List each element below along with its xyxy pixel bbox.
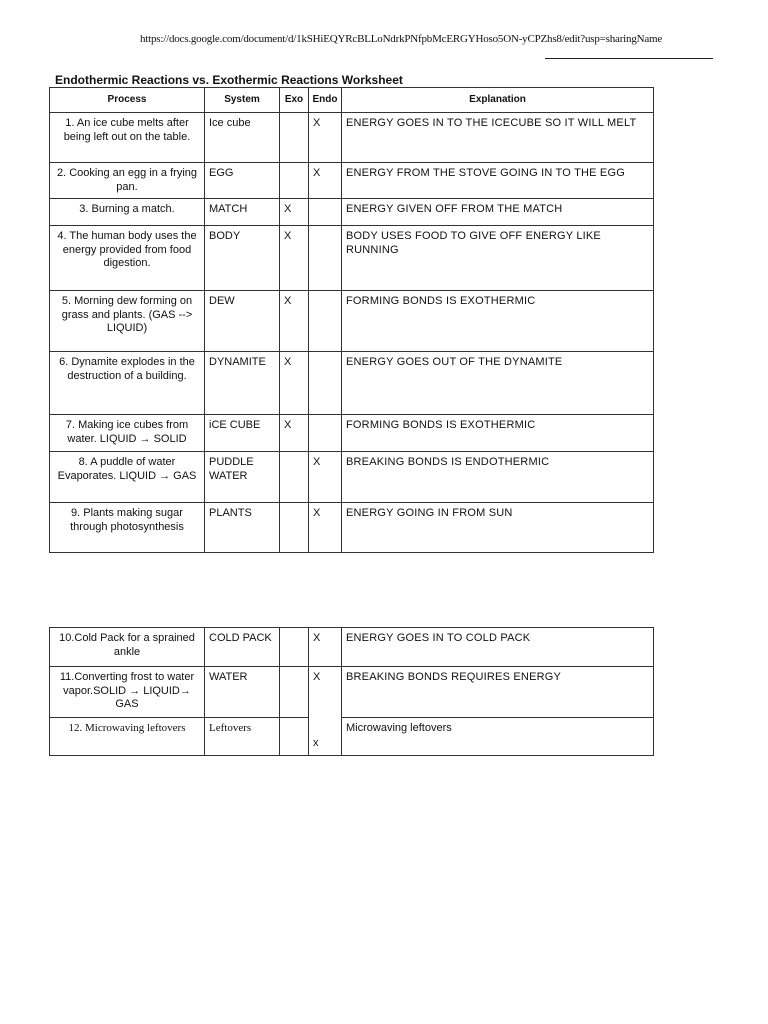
table-row (50, 163, 654, 199)
endo-cell (309, 415, 342, 452)
table-row (50, 503, 654, 553)
column-header-explanation: Explanation (342, 88, 654, 113)
process-cell: 6. Dynamite explodes in the destruction of a building. (50, 352, 205, 415)
endo-merged-cell (309, 667, 342, 756)
name-blank-line (545, 58, 713, 59)
explanation-cell: BODY USES FOOD TO GIVE OFF ENERGY LIKE RUNNING (342, 226, 654, 291)
table-row (50, 199, 654, 226)
explanation-cell: FORMING BONDS IS EXOTHERMIC (342, 291, 654, 352)
system-cell: Leftovers (205, 717, 280, 755)
system-cell: MATCH (205, 199, 280, 226)
process-cell: 10.Cold Pack for a sprained ankle (50, 628, 205, 667)
worksheet-table-continued (49, 627, 654, 756)
endo-cell: X (309, 163, 342, 199)
exo-cell: X (280, 352, 309, 415)
table-row (50, 717, 654, 755)
system-cell: PUDDLE WATER (205, 452, 280, 503)
explanation-cell: FORMING BONDS IS EXOTHERMIC (342, 415, 654, 452)
system-cell: PLANTS (205, 503, 280, 553)
explanation-cell: ENERGY GOING IN FROM SUN (342, 503, 654, 553)
explanation-cell: ENERGY GOES IN TO COLD PACK (342, 628, 654, 667)
process-cell: 8. A puddle of water Evaporates. LIQUID → GAS (50, 452, 205, 503)
system-cell: BODY (205, 226, 280, 291)
endo-cell: X (309, 628, 342, 667)
column-header-system: System (205, 88, 280, 113)
column-header-process: Process (50, 88, 205, 113)
table-row (50, 113, 654, 163)
exo-cell (280, 452, 309, 503)
process-cell: 11.Converting frost to water vapor.SOLID → LIQUID→ GAS (50, 667, 205, 718)
exo-cell (280, 628, 309, 667)
process-cell: 2. Cooking an egg in a frying pan. (50, 163, 205, 199)
system-cell: DYNAMITE (205, 352, 280, 415)
explanation-cell: ENERGY GIVEN OFF FROM THE MATCH (342, 199, 654, 226)
explanation-cell: ENERGY FROM THE STOVE GOING IN TO THE EGG (342, 163, 654, 199)
exo-cell (280, 503, 309, 553)
worksheet-title: Endothermic Reactions vs. Exothermic Reactions Worksheet (55, 73, 403, 87)
column-header-endo: Endo (309, 88, 342, 113)
table-row (50, 415, 654, 452)
worksheet-table-main (49, 87, 654, 553)
exo-cell (280, 113, 309, 163)
explanation-cell: BREAKING BONDS IS ENDOTHERMIC (342, 452, 654, 503)
table-row (50, 452, 654, 503)
table-row (50, 291, 654, 352)
exo-cell (280, 717, 309, 755)
table-row (50, 628, 654, 667)
explanation-cell: Microwaving leftovers (342, 717, 654, 755)
process-cell: 3. Burning a match. (50, 199, 205, 226)
endo-cell (309, 291, 342, 352)
explanation-cell: BREAKING BONDS REQUIRES ENERGY (342, 667, 654, 718)
system-cell: iCE CUBE (205, 415, 280, 452)
system-cell: Ice cube (205, 113, 280, 163)
process-cell: 9. Plants making sugar through photosynthesis (50, 503, 205, 553)
exo-cell: X (280, 199, 309, 226)
exo-cell (280, 667, 309, 718)
process-cell: 5. Morning dew forming on grass and plants. (GAS --> LIQUID) (50, 291, 205, 352)
endo-cell (309, 352, 342, 415)
endo-cell: X (309, 452, 342, 503)
explanation-cell: ENERGY GOES OUT OF THE DYNAMITE (342, 352, 654, 415)
exo-cell: X (280, 226, 309, 291)
system-cell: DEW (205, 291, 280, 352)
process-cell: 12. Microwaving leftovers (50, 717, 205, 755)
endo-cell: X (309, 503, 342, 553)
endo-cell: X (309, 113, 342, 163)
document-url-and-name: https://docs.google.com/document/d/1kSHiEQYRcBLLoNdrkPNfpbMcERGYHoso5ON-yCPZhs8/edit?usp=sharingName (140, 33, 663, 45)
system-cell: WATER (205, 667, 280, 718)
process-cell: 7. Making ice cubes from water. LIQUID → SOLID (50, 415, 205, 452)
process-cell: 4. The human body uses the energy provided from food digestion. (50, 226, 205, 291)
endo-cell: x (313, 736, 319, 749)
exo-cell: X (280, 415, 309, 452)
column-header-exo: Exo (280, 88, 309, 113)
endo-cell: X (313, 671, 321, 683)
table-row (50, 352, 654, 415)
table-row (50, 667, 654, 718)
system-cell: EGG (205, 163, 280, 199)
system-cell: COLD PACK (205, 628, 280, 667)
process-cell: 1. An ice cube melts after being left out on the table. (50, 113, 205, 163)
explanation-cell: ENERGY GOES IN TO THE ICECUBE SO IT WILL MELT (342, 113, 654, 163)
endo-cell (309, 199, 342, 226)
table-header-row (50, 88, 654, 113)
exo-cell (280, 163, 309, 199)
table-row (50, 226, 654, 291)
exo-cell: X (280, 291, 309, 352)
endo-cell (309, 226, 342, 291)
